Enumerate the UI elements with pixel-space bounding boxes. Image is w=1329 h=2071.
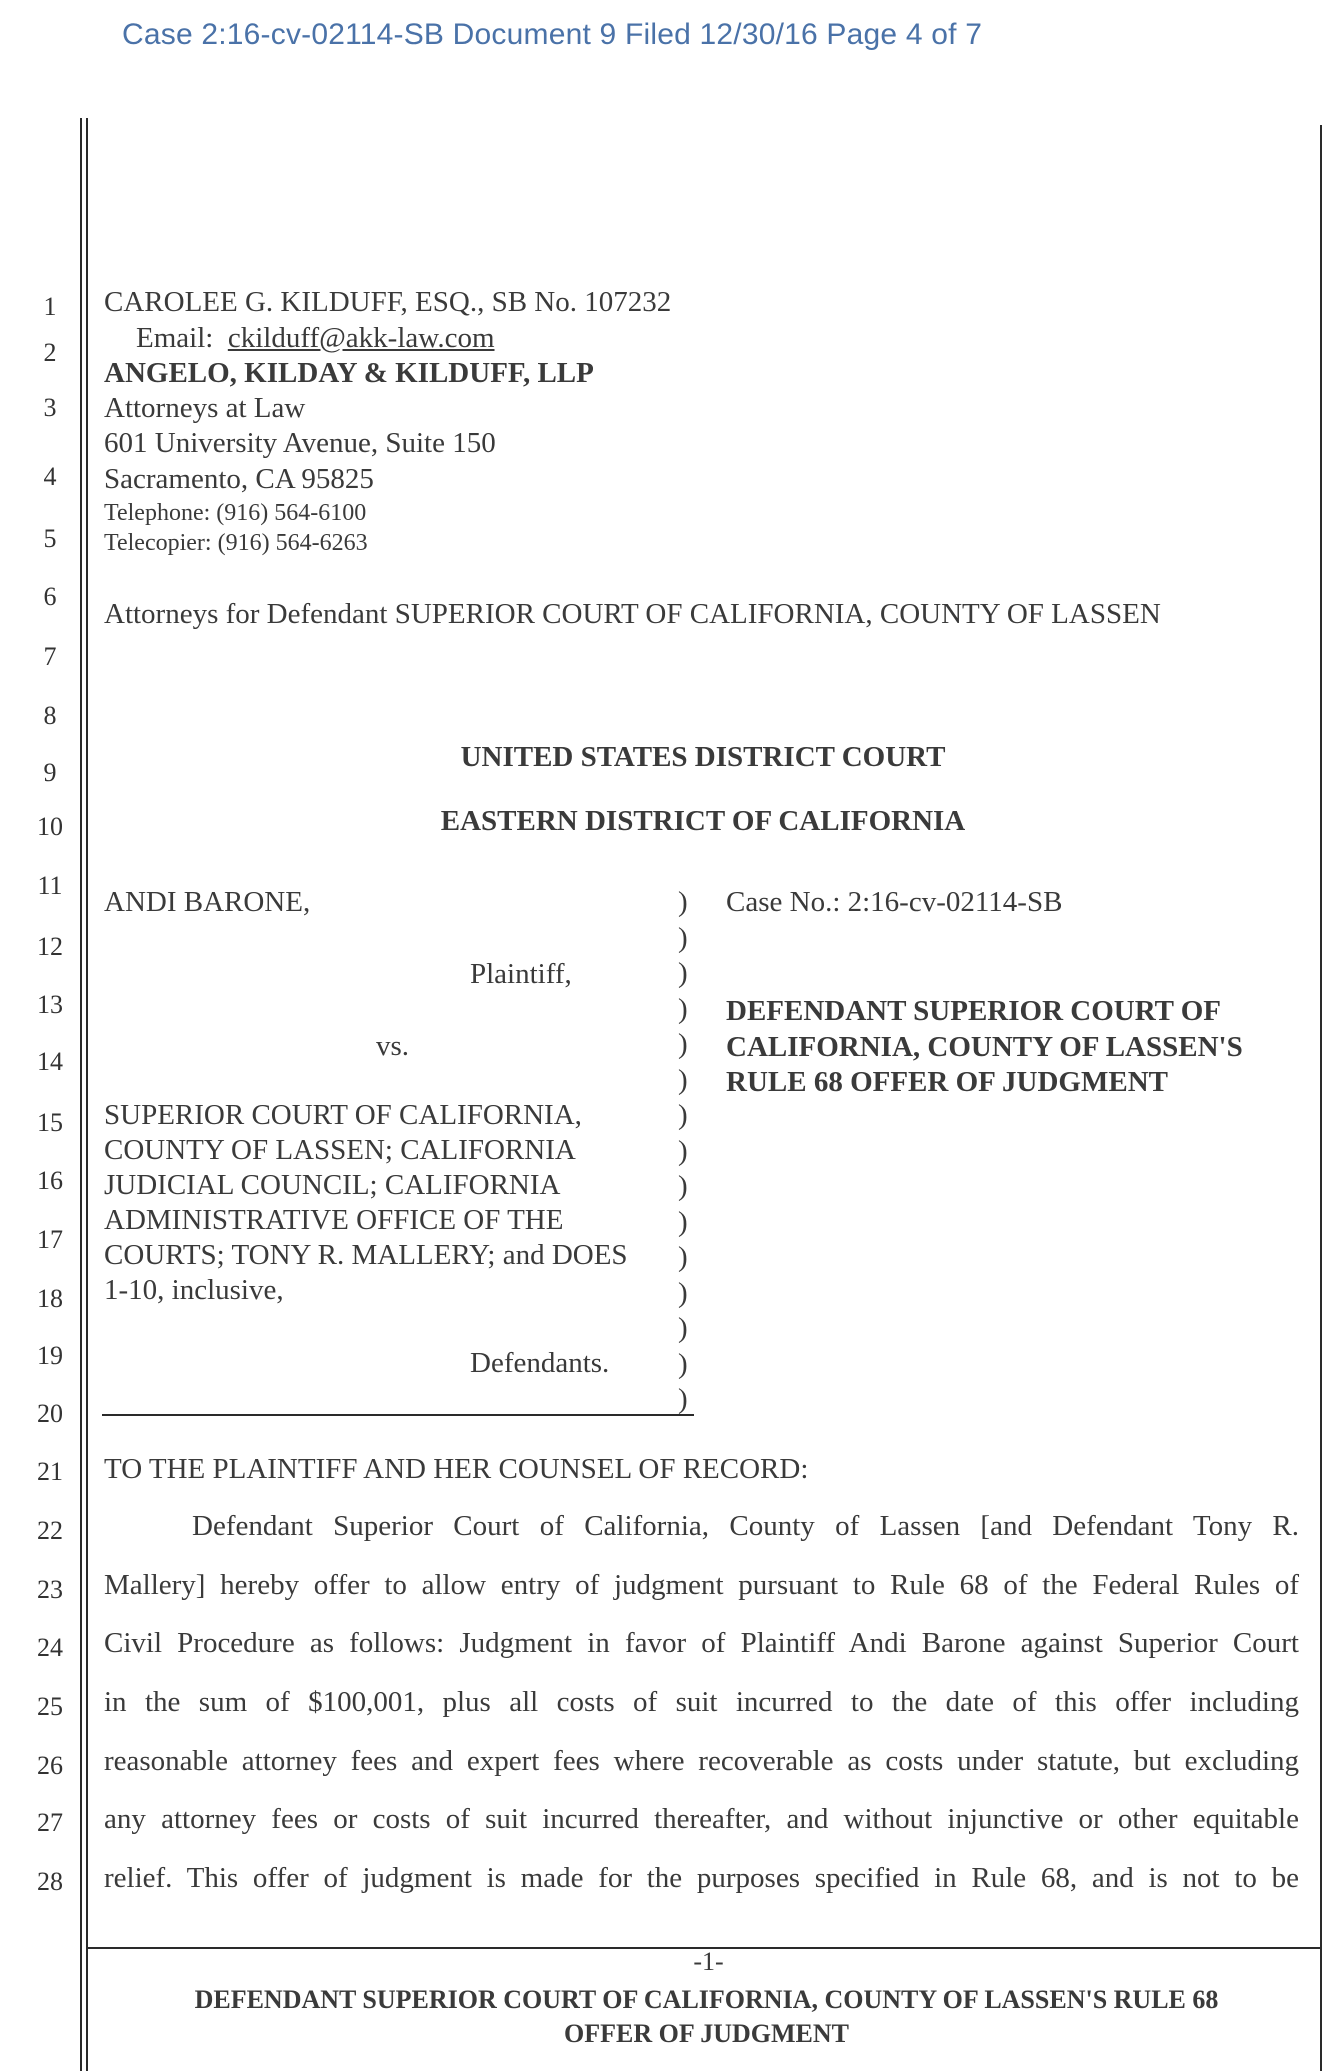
caption-paren: ) xyxy=(678,886,688,918)
firm-name: ANGELO, KILDAY & KILDUFF, LLP xyxy=(104,357,594,389)
line-number: 18 xyxy=(37,1284,63,1313)
defendant-line: ADMINISTRATIVE OFFICE OF THE xyxy=(104,1204,564,1236)
firm-address-2: Sacramento, CA 95825 xyxy=(104,463,374,495)
line-number: 14 xyxy=(37,1047,63,1076)
caption-paren: ) xyxy=(678,921,688,954)
body-line: Civil Procedure as follows: Judgment in favor of Plaintiff Andi Barone against Superior Court xyxy=(104,1627,1299,1659)
document-title-line-3: RULE 68 OFFER OF JUDGMENT xyxy=(726,1066,1168,1098)
page-number: -1- xyxy=(693,1947,724,1976)
caption-paren: ) xyxy=(678,1170,688,1202)
body-line: any attorney fees or costs of suit incurred thereafter, and without injunctive or other equitable xyxy=(104,1803,1299,1835)
caption-paren: ) xyxy=(678,1383,688,1415)
defendants-label: Defendants. xyxy=(470,1347,610,1379)
right-margin-line xyxy=(1320,125,1322,2071)
header-stamp: Case 2:16-cv-02114-SB Document 9 Filed 12/30/16 Page 4 of 7 xyxy=(122,18,983,51)
line-number: 20 xyxy=(37,1399,63,1428)
caption-paren: ) xyxy=(678,992,688,1025)
line-number: 6 xyxy=(43,582,57,611)
document-title-line-1: DEFENDANT SUPERIOR COURT OF xyxy=(726,995,1221,1027)
email-label: Email: xyxy=(136,322,214,354)
attorneys-for: Attorneys for Defendant SUPERIOR COURT OF CALIFORNIA, COUNTY OF LASSEN xyxy=(104,598,1161,630)
line-number: 9 xyxy=(43,758,57,787)
caption-paren: ) xyxy=(678,1028,688,1060)
firm-role: Attorneys at Law xyxy=(104,392,306,424)
line-number: 11 xyxy=(37,871,63,900)
body-line: in the sum of $100,001, plus all costs of suit incurred to the date of this offer including xyxy=(104,1686,1299,1718)
body-line: Defendant Superior Court of California, County of Lassen [and Defendant Tony R. xyxy=(192,1510,1299,1542)
caption-paren: ) xyxy=(678,957,688,989)
case-number: Case No.: 2:16-cv-02114-SB xyxy=(726,886,1063,918)
left-margin-line-inner xyxy=(86,118,88,2071)
line-number: 3 xyxy=(43,393,57,422)
counsel-email-row xyxy=(136,322,495,355)
line-number: 16 xyxy=(37,1166,63,1195)
line-number: 22 xyxy=(37,1516,63,1545)
line-number: 24 xyxy=(37,1633,63,1662)
line-number: 21 xyxy=(37,1457,63,1486)
court-name: UNITED STATES DISTRICT COURT xyxy=(460,741,946,773)
caption-paren: ) xyxy=(678,1312,688,1344)
salutation: TO THE PLAINTIFF AND HER COUNSEL OF RECORD: xyxy=(104,1453,809,1485)
line-number: 13 xyxy=(37,990,63,1019)
defendant-line: COUNTY OF LASSEN; CALIFORNIA xyxy=(104,1134,576,1166)
line-number: 8 xyxy=(43,701,57,730)
caption-paren: ) xyxy=(678,1099,688,1131)
plaintiff-name: ANDI BARONE, xyxy=(104,886,311,918)
line-number: 17 xyxy=(37,1225,63,1254)
defendant-line: COURTS; TONY R. MALLERY; and DOES xyxy=(104,1239,628,1271)
line-number: 7 xyxy=(43,642,57,671)
line-number: 1 xyxy=(43,292,57,321)
counsel-name: CAROLEE G. KILDUFF, ESQ., SB No. 107232 xyxy=(104,286,672,318)
caption-paren: ) xyxy=(678,1241,688,1273)
footer-title-line-2: OFFER OF JUDGMENT xyxy=(563,2019,850,2048)
plaintiff-label: Plaintiff, xyxy=(470,958,572,990)
line-number: 10 xyxy=(37,812,63,841)
defendant-line: JUDICIAL COUNCIL; CALIFORNIA xyxy=(104,1169,561,1201)
line-number: 25 xyxy=(37,1692,63,1721)
line-number: 23 xyxy=(37,1575,63,1604)
caption-paren: ) xyxy=(678,1134,688,1167)
line-number: 28 xyxy=(37,1867,63,1896)
line-number: 4 xyxy=(43,462,57,491)
firm-telephone: Telephone: (916) 564-6100 xyxy=(104,500,367,526)
line-number: 5 xyxy=(43,524,57,553)
court-district: EASTERN DISTRICT OF CALIFORNIA xyxy=(440,805,966,837)
caption-paren: ) xyxy=(678,1347,688,1380)
line-number: 15 xyxy=(37,1108,63,1137)
defendant-line: SUPERIOR COURT OF CALIFORNIA, xyxy=(104,1099,582,1131)
line-number: 19 xyxy=(37,1341,63,1370)
document-title-line-2: CALIFORNIA, COUNTY OF LASSEN'S xyxy=(726,1031,1243,1063)
body-line: Mallery] hereby offer to allow entry of judgment pursuant to Rule 68 of the Federal Rules of xyxy=(104,1569,1299,1601)
caption-paren: ) xyxy=(678,1276,688,1309)
line-number: 2 xyxy=(43,338,57,367)
firm-address-1: 601 University Avenue, Suite 150 xyxy=(104,427,496,459)
caption-bottom-rule xyxy=(102,1414,694,1416)
line-number: 27 xyxy=(37,1808,63,1837)
line-number: 12 xyxy=(37,932,63,961)
line-number: 26 xyxy=(37,1751,63,1780)
caption-paren: ) xyxy=(678,1063,688,1096)
email-link[interactable]: ckilduff@akk-law.com xyxy=(227,322,495,354)
left-margin-line-outer xyxy=(80,118,82,2071)
caption-paren: ) xyxy=(678,1205,688,1238)
firm-telecopier: Telecopier: (916) 564-6263 xyxy=(104,530,368,556)
versus-label: vs. xyxy=(376,1030,410,1062)
footer-title-line-1: DEFENDANT SUPERIOR COURT OF CALIFORNIA, COUNTY OF LASSEN'S RULE 68 xyxy=(194,1985,1219,2014)
body-line: relief. This offer of judgment is made for the purposes specified in Rule 68, and is not to be xyxy=(104,1862,1299,1894)
defendant-line: 1-10, inclusive, xyxy=(104,1274,284,1306)
body-line: reasonable attorney fees and expert fees where recoverable as costs under statute, but excluding xyxy=(104,1745,1299,1777)
